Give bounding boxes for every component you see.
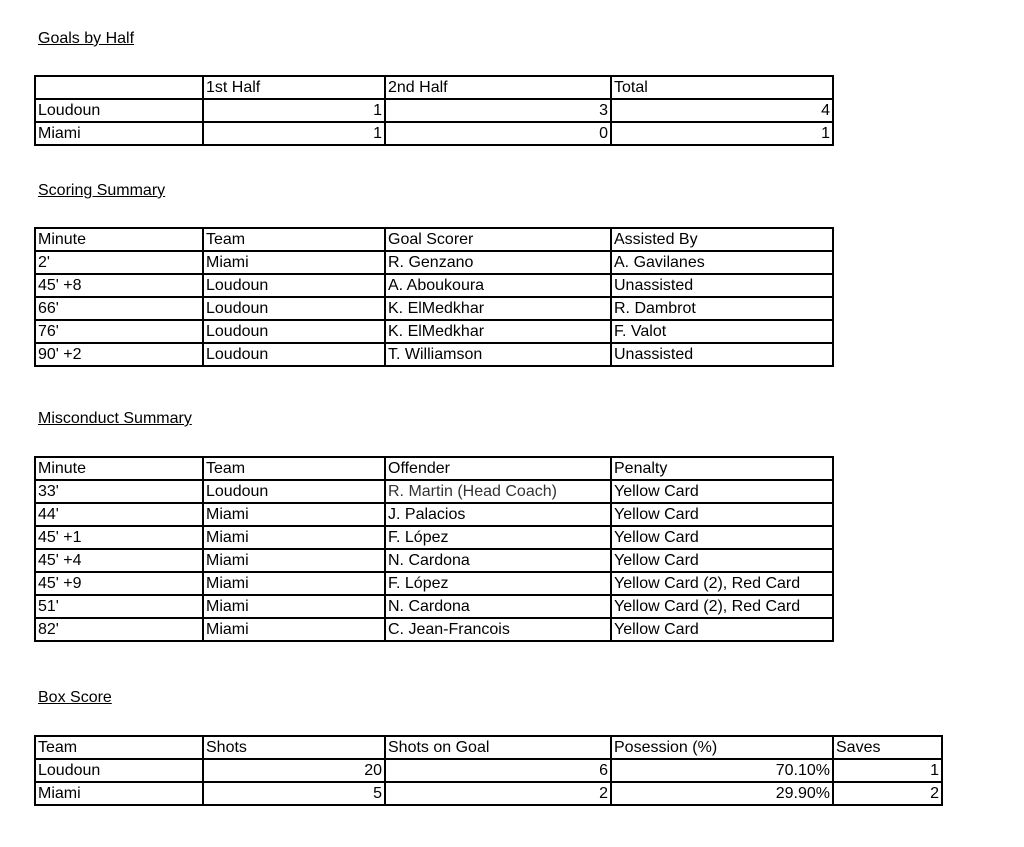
- table-row: [35, 274, 833, 297]
- minute-cell: 45' +1: [35, 526, 203, 549]
- team-cell: Loudoun: [35, 759, 203, 782]
- header-cell: Team: [203, 228, 385, 251]
- minute-cell: 44': [35, 503, 203, 526]
- table-row: [35, 572, 833, 595]
- second-half-cell: 0: [385, 122, 611, 145]
- table-header-row: [35, 457, 833, 480]
- goals-by-half-table: [34, 75, 834, 146]
- header-cell: 1st Half: [203, 76, 385, 99]
- penalty-cell: Yellow Card: [611, 526, 833, 549]
- team-cell: Miami: [35, 122, 203, 145]
- header-cell: Posession (%): [611, 736, 833, 759]
- header-cell: Shots: [203, 736, 385, 759]
- team-cell: Miami: [203, 549, 385, 572]
- goal-scorer-cell: A. Aboukoura: [385, 274, 611, 297]
- header-cell: Total: [611, 76, 833, 99]
- team-cell: Miami: [203, 526, 385, 549]
- goal-scorer-cell: K. ElMedkhar: [385, 320, 611, 343]
- table-row: [35, 549, 833, 572]
- saves-cell: 2: [833, 782, 942, 805]
- header-cell: Minute: [35, 228, 203, 251]
- header-cell: 2nd Half: [385, 76, 611, 99]
- table-row: [35, 503, 833, 526]
- scoring-summary-table: [34, 227, 834, 367]
- misconduct-summary-table: [34, 456, 834, 642]
- penalty-cell: Yellow Card: [611, 549, 833, 572]
- team-cell: Miami: [35, 782, 203, 805]
- table-row: [35, 782, 942, 805]
- table-header-row: [35, 736, 942, 759]
- minute-cell: 45' +9: [35, 572, 203, 595]
- minute-cell: 51': [35, 595, 203, 618]
- offender-cell: F. López: [385, 572, 611, 595]
- minute-cell: 33': [35, 480, 203, 503]
- team-cell: Loudoun: [203, 274, 385, 297]
- table-row: [35, 99, 833, 122]
- penalty-cell: Yellow Card (2), Red Card: [611, 595, 833, 618]
- goal-scorer-cell: K. ElMedkhar: [385, 297, 611, 320]
- box-score-table: [34, 735, 943, 806]
- header-cell: Team: [203, 457, 385, 480]
- table-row: [35, 320, 833, 343]
- shots-cell: 5: [203, 782, 385, 805]
- table-row: [35, 759, 942, 782]
- total-cell: 1: [611, 122, 833, 145]
- minute-cell: 66': [35, 297, 203, 320]
- team-cell: Loudoun: [203, 480, 385, 503]
- table-row: [35, 343, 833, 366]
- minute-cell: 90' +2: [35, 343, 203, 366]
- header-cell: [35, 76, 203, 99]
- table-row: [35, 251, 833, 274]
- team-cell: Loudoun: [203, 343, 385, 366]
- penalty-cell: Yellow Card: [611, 480, 833, 503]
- table-row: [35, 480, 833, 503]
- team-cell: Miami: [203, 503, 385, 526]
- offender-cell: J. Palacios: [385, 503, 611, 526]
- table-header-row: [35, 76, 833, 99]
- shots-cell: 20: [203, 759, 385, 782]
- scoring-summary-title: Scoring Summary: [38, 182, 166, 199]
- shots-on-goal-cell: 6: [385, 759, 611, 782]
- team-cell: Miami: [203, 251, 385, 274]
- table-row: [35, 297, 833, 320]
- first-half-cell: 1: [203, 99, 385, 122]
- team-cell: Miami: [203, 618, 385, 641]
- goal-scorer-cell: T. Williamson: [385, 343, 611, 366]
- box-score-title: Box Score: [38, 689, 112, 706]
- table-row: [35, 618, 833, 641]
- header-cell: Offender: [385, 457, 611, 480]
- offender-cell: F. López: [385, 526, 611, 549]
- header-cell: Assisted By: [611, 228, 833, 251]
- first-half-cell: 1: [203, 122, 385, 145]
- offender-cell: N. Cardona: [385, 595, 611, 618]
- team-cell: Loudoun: [203, 297, 385, 320]
- shots-on-goal-cell: 2: [385, 782, 611, 805]
- penalty-cell: Yellow Card: [611, 618, 833, 641]
- penalty-cell: Yellow Card: [611, 503, 833, 526]
- offender-cell: N. Cardona: [385, 549, 611, 572]
- minute-cell: 45' +8: [35, 274, 203, 297]
- header-cell: Goal Scorer: [385, 228, 611, 251]
- total-cell: 4: [611, 99, 833, 122]
- team-cell: Miami: [203, 572, 385, 595]
- table-row: [35, 595, 833, 618]
- header-cell: Shots on Goal: [385, 736, 611, 759]
- assisted-by-cell: R. Dambrot: [611, 297, 833, 320]
- possession-cell: 29.90%: [611, 782, 833, 805]
- assisted-by-cell: A. Gavilanes: [611, 251, 833, 274]
- header-cell: Penalty: [611, 457, 833, 480]
- offender-cell: R. Martin (Head Coach): [385, 480, 611, 503]
- assisted-by-cell: F. Valot: [611, 320, 833, 343]
- header-cell: Minute: [35, 457, 203, 480]
- table-row: [35, 526, 833, 549]
- offender-cell: C. Jean-Francois: [385, 618, 611, 641]
- minute-cell: 45' +4: [35, 549, 203, 572]
- team-cell: Loudoun: [203, 320, 385, 343]
- header-cell: Saves: [833, 736, 942, 759]
- table-header-row: [35, 228, 833, 251]
- header-cell: Team: [35, 736, 203, 759]
- misconduct-summary-title: Misconduct Summary: [38, 410, 192, 427]
- table-row: [35, 122, 833, 145]
- possession-cell: 70.10%: [611, 759, 833, 782]
- minute-cell: 82': [35, 618, 203, 641]
- second-half-cell: 3: [385, 99, 611, 122]
- assisted-by-cell: Unassisted: [611, 274, 833, 297]
- assisted-by-cell: Unassisted: [611, 343, 833, 366]
- goal-scorer-cell: R. Genzano: [385, 251, 611, 274]
- penalty-cell: Yellow Card (2), Red Card: [611, 572, 833, 595]
- goals-by-half-title: Goals by Half: [38, 30, 135, 47]
- minute-cell: 2': [35, 251, 203, 274]
- team-cell: Loudoun: [35, 99, 203, 122]
- saves-cell: 1: [833, 759, 942, 782]
- team-cell: Miami: [203, 595, 385, 618]
- minute-cell: 76': [35, 320, 203, 343]
